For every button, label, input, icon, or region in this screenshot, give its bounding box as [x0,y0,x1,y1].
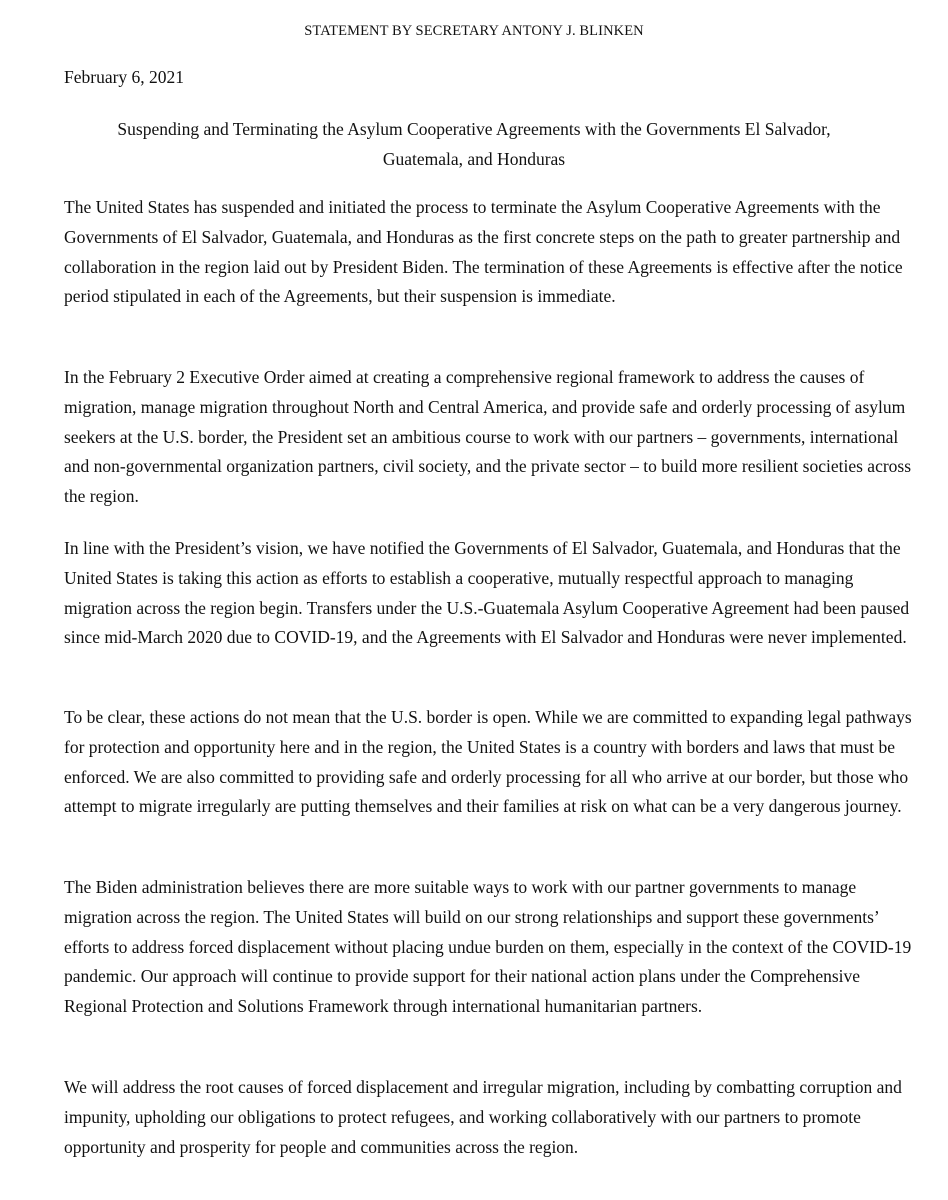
paragraph-6: We will address the root causes of forced displacement and irregular migration, including by combatting corruption and impunity, upholding our obligations to protect refugees, and working collaboratively with our partners to promote opportunity and prosperity for people and communities across the region. [64,1077,902,1157]
paragraph-4: To be clear, these actions do not mean that the U.S. border is open. While we are committed to expanding legal pathways for protection and opportunity here and in the region, the United States is a country with borders and laws that must be enforced. We are also committed to providing safe and orderly processing for all who arrive at our border, but those who attempt to migrate irregularly are putting themselves and their families at risk on what can be a very dangerous journey. [64,707,912,817]
title-line-1: Suspending and Terminating the Asylum Cooperative Agreements with the Governments El Salvador, [117,119,831,139]
paragraph-2: In the February 2 Executive Order aimed at creating a comprehensive regional framework to address the causes of migration, manage migration throughout North and Central America, and provide safe and orderly processing of asylum seekers at the U.S. border, the President set an ambitious course to work with our partners – governments, international and non-governmental organization partners, civil society, and the private sector – to build more resilient societies across the region. [64,367,912,507]
statement-title [40,114,908,174]
paragraph-3: In line with the President’s vision, we have notified the Governments of El Salvador, Guatemala, and Honduras that the United States is taking this action as efforts to establish a cooperative, mutually respectful approach to managing migration across the region begin. Transfers under the U.S.-Guatemala Asylum Cooperative Agreement had been paused since mid-March 2020 due to COVID-19, and the Agreements with El Salvador and Honduras were never implemented. [64,538,910,648]
paragraph-1: The United States has suspended and initiated the process to terminate the Asylum Cooperative Agreements with the Governments of El Salvador, Guatemala, and Honduras as the first concrete steps on the path to greater partnership and collaboration in the region laid out by President Biden. The termination of these Agreements is effective after the notice period stipulated in each of the Agreements, but their suspension is immediate. [64,197,903,307]
title-line-2: Guatemala, and Honduras [382,149,566,169]
statement-header: STATEMENT BY SECRETARY ANTONY J. BLINKEN [304,23,644,39]
paragraph-5: The Biden administration believes there are more suitable ways to work with our partner governments to manage migration across the region. The United States will build on our strong relationships and support these governments’ efforts to address forced displacement without placing undue burden on them, especially in the context of the COVID-19 pandemic. Our approach will continue to provide support for their national action plans under the Comprehensive Regional Protection and Solutions Framework through international humanitarian partners. [64,877,912,1017]
statement-date: February 6, 2021 [64,67,185,87]
